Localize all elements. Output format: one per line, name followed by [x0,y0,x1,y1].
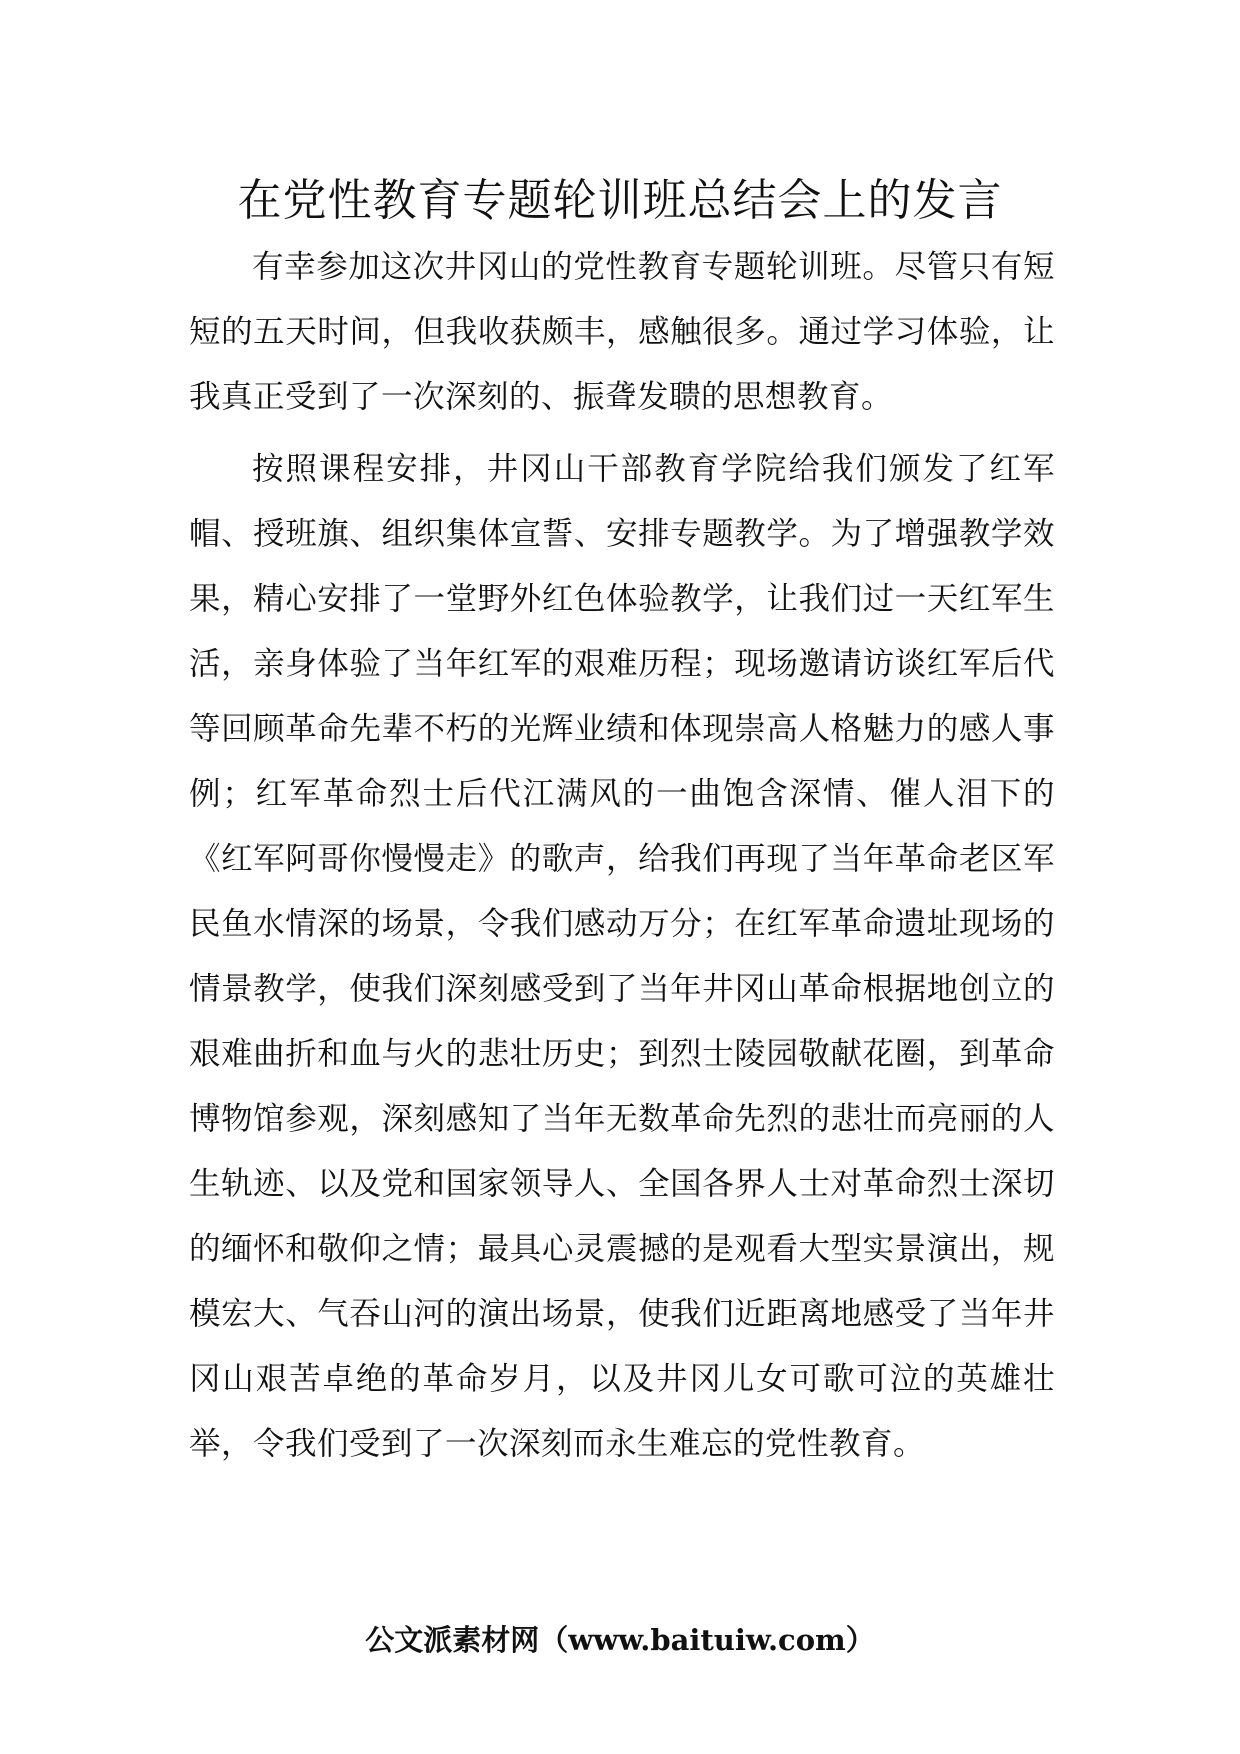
document-body [189,235,1055,1484]
footer-watermark: 公文派素材网（www.baituiw.com） [365,1623,875,1657]
document-title: 在党性教育专题轮训班总结会上的发言 [237,175,1003,226]
paragraph-2: 按照课程安排，井冈山干部教育学院给我们颁发了红军帽、授班旗、组织集体宣誓、安排专题教学。为了增强教学效果，精心安排了一堂野外红色体验教学，让我们过一天红军生活，亲身体验了当年红军的艰难历程；现场邀请访谈红军后代等回顾革命先辈不朽的光辉业绩和体现崇高人格魅力的感人事例；红军革命烈士后代江满风的一曲饱含深情、催人泪下的《红军阿哥你慢慢走》的歌声，给我们再现了当年革命老区军民鱼水情深的场景，令我们感动万分；在红军革命遗址现场的情景教学，使我们深刻感受到了当年井冈山革命根据地创立的艰难曲折和血与火的悲壮历史；到烈士陵园敬献花圈，到革命博物馆参观，深刻感知了当年无数革命先烈的悲壮而亮丽的人生轨迹、以及党和国家领导人、全国各界人士对革命烈士深切的缅怀和敬仰之情；最具心灵震撼的是观看大型实景演出，规模宏大、气吞山河的演出场景，使我们近距离地感受了当年井冈山艰苦卓绝的革命岁月，以及井冈儿女可歌可泣的英雄壮举，令我们受到了一次深刻而永生难忘的党性教育。 [189,451,1055,1462]
paragraph-1: 有幸参加这次井冈山的党性教育专题轮训班。尽管只有短短的五天时间，但我收获颇丰，感触很多。通过学习体验，让我真正受到了一次深刻的、振聋发聩的思想教育。 [189,249,1055,415]
